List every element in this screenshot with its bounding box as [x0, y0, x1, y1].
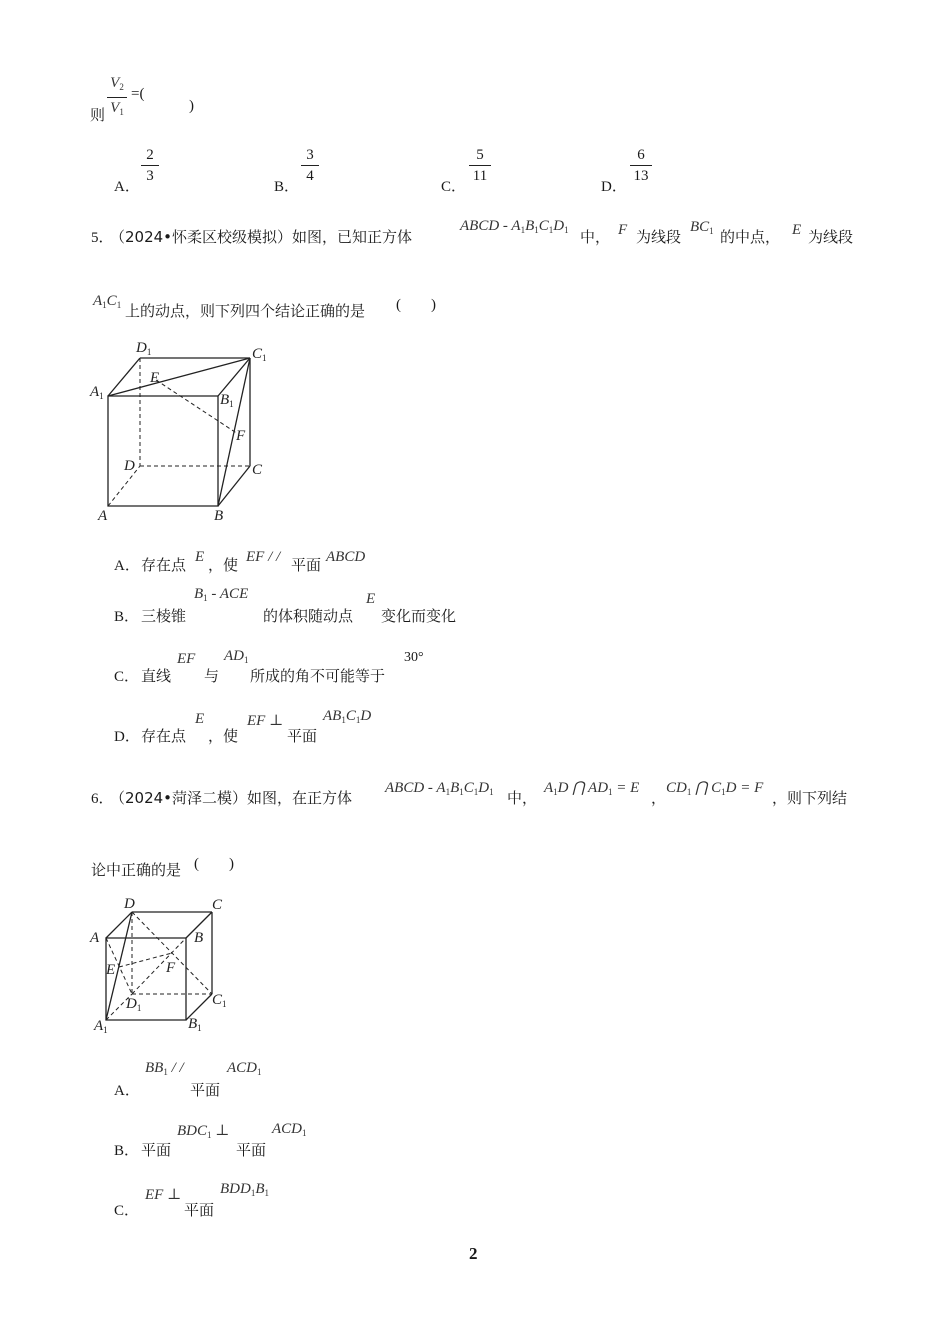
q6-zhong: 中，	[507, 789, 538, 807]
q5-option-d-m1: E	[195, 711, 205, 727]
q6-fig-label-F: F	[166, 960, 176, 976]
q5-BC1: $BC_1$	[690, 219, 714, 236]
q6-cube-name: ABCD - $A_1B_1C_1D_1$	[385, 780, 494, 797]
q6-option-b-m2: $ACD_1$	[272, 1121, 307, 1138]
q6-cond2: $CD_1$ ⋂ $C_1D = F$	[666, 780, 764, 797]
q4-close-paren: )	[189, 98, 194, 114]
q4-eq: =(	[131, 86, 145, 102]
q5-fig-label-A: A	[98, 508, 108, 524]
q5-number: 5．	[91, 230, 114, 246]
q5-fig-label-C1: $C_1$	[252, 346, 267, 363]
q4-option-a-label: A．	[114, 179, 140, 195]
q5-option-b-t1: 三棱锥	[141, 607, 187, 625]
q4-option-b-label: B．	[274, 179, 300, 195]
q5-option-b-label: B．	[114, 609, 140, 625]
q6-option-b-m1: $BDC_1$ ⊥	[177, 1123, 230, 1140]
q5-option-d-t1: 存在点	[141, 727, 187, 745]
q6-option-a-t1: 平面	[190, 1081, 221, 1099]
q5-option-a-m3: ABCD	[326, 549, 366, 565]
q5-option-c-t3: 所成的角不可能等于	[250, 667, 386, 685]
q5-fig-label-A1: $A_1$	[90, 384, 104, 401]
q6-option-c-t1: 平面	[184, 1201, 215, 1219]
q5-cube-name: ABCD - $A_1B_1C_1D_1$	[460, 218, 569, 235]
q6-fig-label-D: D	[124, 896, 135, 912]
q5-fig-label-E: E	[150, 370, 160, 386]
q4-ze: 则	[90, 106, 106, 124]
q5-cube-figure	[86, 332, 286, 527]
q5-option-a-t3: 平面	[291, 556, 322, 574]
q6-source: （2024•菏泽二模）如图，在正方体	[110, 789, 353, 807]
q5-option-a-m2: EF / /	[246, 549, 281, 565]
q6-option-b-label: B．	[114, 1143, 140, 1159]
q6-fig-label-A: A	[90, 930, 100, 946]
q6-fig-label-A1: $A_1$	[94, 1018, 108, 1035]
q4-ratio-denominator: $V_1$	[110, 100, 124, 117]
q5-fig-label-C: C	[252, 462, 263, 478]
q6-tail: ，则下列结	[772, 789, 848, 807]
q5-option-d-m2: EF ⊥	[247, 713, 284, 729]
q6-option-a-label: A．	[114, 1083, 140, 1099]
q6-option-a-m1: $BB_1$ / /	[145, 1060, 184, 1077]
q5-option-b-t2: 的体积随动点	[263, 607, 354, 625]
q6-comma: ，	[651, 789, 667, 807]
q5-option-c-m1: EF	[177, 651, 196, 667]
q6-option-b-t0: 平面	[141, 1141, 172, 1159]
q4-option-d-label: D．	[601, 179, 627, 195]
q5-option-c-t2: 与	[204, 667, 220, 685]
q5-option-a-label: A．	[114, 558, 140, 574]
q5-fig-label-D1: $D_1$	[136, 340, 152, 357]
q5-option-a-t2: ，使	[208, 556, 239, 574]
q6-option-c-label: C．	[114, 1203, 140, 1219]
q5-option-c-label: C．	[114, 669, 140, 685]
q5-option-c-m2: $AD_1$	[224, 648, 249, 665]
q6-option-a-m2: $ACD_1$	[227, 1060, 262, 1077]
q5-A1C1: $A_1C_1$	[93, 293, 122, 310]
q6-option-c-m1: EF ⊥	[145, 1187, 182, 1203]
q5-option-c-t1: 直线	[141, 667, 172, 685]
q6-fig-label-B: B	[194, 930, 204, 946]
q5-option-d-t3: 平面	[287, 727, 318, 745]
q5-fig-label-F: F	[236, 428, 246, 444]
q5-zhong: 中，	[580, 228, 611, 246]
q4-ratio-fraction	[107, 74, 127, 121]
q6-number: 6．	[91, 791, 114, 807]
q6-fig-label-E: E	[106, 962, 116, 978]
q6-fig-label-C1: $C_1$	[212, 992, 227, 1009]
q6-answer-paren: ( )	[194, 856, 234, 872]
q5-option-a-t1: 存在点	[141, 556, 187, 574]
q5-option-c-m3: 30°	[404, 650, 424, 665]
q6-cond1: $A_1D$ ⋂ $AD_1 = E$	[544, 780, 640, 797]
q5-wei-xianduan-2: 为线段	[808, 228, 854, 246]
page-number: 2	[469, 1244, 478, 1263]
q5-answer-paren: ( )	[396, 297, 436, 313]
q6-line2: 论中正确的是	[91, 861, 182, 879]
q5-line2: 上的动点，则下列四个结论正确的是	[125, 302, 366, 320]
q5-E: E	[792, 222, 802, 238]
q5-option-d-t2: ，使	[208, 727, 239, 745]
q6-cube-figure	[86, 892, 246, 1042]
q5-option-b-m2: E	[366, 591, 376, 607]
q5-wei-xianduan: 为线段	[636, 228, 682, 246]
q4-option-d-fraction: 6 13	[630, 146, 652, 185]
q5-fig-label-B1: $B_1$	[220, 392, 234, 409]
q4-ratio-numerator: $V_2$	[110, 75, 124, 92]
q5-fig-label-B: B	[214, 508, 224, 524]
q4-option-b-fraction: 3 4	[301, 146, 319, 185]
q5-option-d-m3: $AB_1C_1D$	[323, 708, 372, 725]
q5-F: F	[618, 222, 628, 238]
q6-fig-label-D1: $D_1$	[126, 996, 142, 1013]
q4-option-c-label: C．	[441, 179, 467, 195]
q6-fig-label-C: C	[212, 897, 223, 913]
q6-fig-label-B1: $B_1$	[188, 1016, 202, 1033]
q5-option-d-label: D．	[114, 729, 140, 745]
q4-option-a-fraction: 2 3	[141, 146, 159, 185]
q5-fig-label-D: D	[124, 458, 135, 474]
q6-option-c-m2: $BDD_1B_1$	[220, 1181, 269, 1198]
q4-option-c-fraction: 5 11	[469, 146, 491, 185]
q5-option-b-t3: 变化而变化	[381, 607, 457, 625]
q5-option-a-m1: E	[195, 549, 205, 565]
q6-option-b-t1: 平面	[236, 1141, 267, 1159]
q5-de-zhongdian: 的中点，	[720, 228, 781, 246]
q5-option-b-m1: $B_1$ - ACE	[194, 586, 249, 603]
q5-source: （2024•怀柔区校级模拟）如图，已知正方体	[110, 228, 413, 246]
